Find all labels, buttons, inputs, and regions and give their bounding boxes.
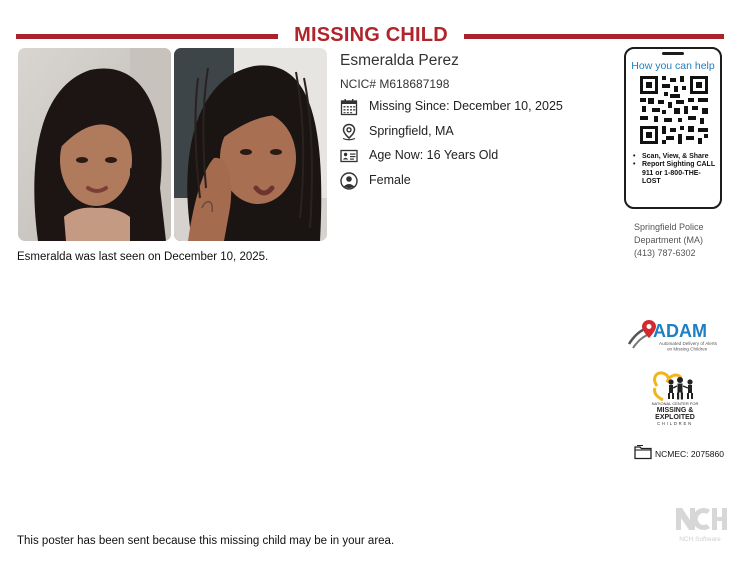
missing-since-row <box>340 97 563 117</box>
sex-text: Female <box>369 173 411 187</box>
agency-phone: (413) 787-6302 <box>634 248 696 258</box>
child-name: Esmeralda Perez <box>340 52 459 69</box>
last-seen-caption: Esmeralda was last seen on December 10, 2025. <box>17 251 269 263</box>
poster-header <box>16 26 724 48</box>
ncic-number: NCIC# M618687198 <box>340 77 450 91</box>
help-bullet-report: • Report Sighting CALL 911 or 1-800-THE-LOST <box>633 161 719 186</box>
ncmec-line-2: MISSING & <box>656 407 694 414</box>
adam-wordmark: ADAM <box>653 321 707 341</box>
folder-icon <box>634 444 652 465</box>
agency-name-line1: Springfield Police <box>634 222 704 232</box>
phone-speaker <box>662 52 684 55</box>
agency-name-line2: Department (MA) <box>634 235 704 245</box>
person-icon <box>340 172 358 190</box>
help-bullet-scan: • Scan, View, & Share <box>633 153 719 161</box>
ncmec-case-number: NCMEC: 2075860 <box>655 449 724 459</box>
poster-title: MISSING CHILD <box>294 24 448 46</box>
nch-software-watermark <box>672 504 728 544</box>
ncmec-case-row <box>634 446 724 462</box>
location-row <box>340 122 454 142</box>
sex-row <box>340 171 411 191</box>
adam-logo <box>627 318 723 356</box>
header-rule-left <box>16 34 278 39</box>
location-text: Springfield, MA <box>369 124 454 138</box>
how-you-can-help-panel <box>624 47 722 209</box>
adam-tagline-1: Automated Delivery of Alerts <box>659 341 717 346</box>
poster-footer: This poster has been sent because this missing child may be in your area. <box>17 535 395 547</box>
missing-since-text: Missing Since: December 10, 2025 <box>369 99 563 113</box>
nch-watermark-text: NCH Software <box>679 536 721 543</box>
ncmec-line-4: CHILDREN <box>657 421 693 426</box>
location-pin-icon <box>340 123 358 141</box>
adam-tagline-2: on Missing Children <box>667 346 708 352</box>
ncmec-line-3: EXPLOITED <box>655 414 695 421</box>
child-photo-2 <box>174 48 327 241</box>
id-card-icon <box>340 147 358 165</box>
help-list <box>633 153 719 187</box>
qr-code-icon[interactable] <box>640 76 708 149</box>
agency-contact <box>634 221 704 260</box>
help-title: How you can help <box>631 60 715 72</box>
ncmec-line-1: NATIONAL CENTER FOR <box>651 401 699 406</box>
header-rule-right <box>464 34 724 39</box>
age-text: Age Now: 16 Years Old <box>369 148 499 162</box>
calendar-icon <box>340 98 358 116</box>
ncmec-logo <box>645 368 705 428</box>
child-photo-1 <box>18 48 171 241</box>
age-row <box>340 146 499 166</box>
